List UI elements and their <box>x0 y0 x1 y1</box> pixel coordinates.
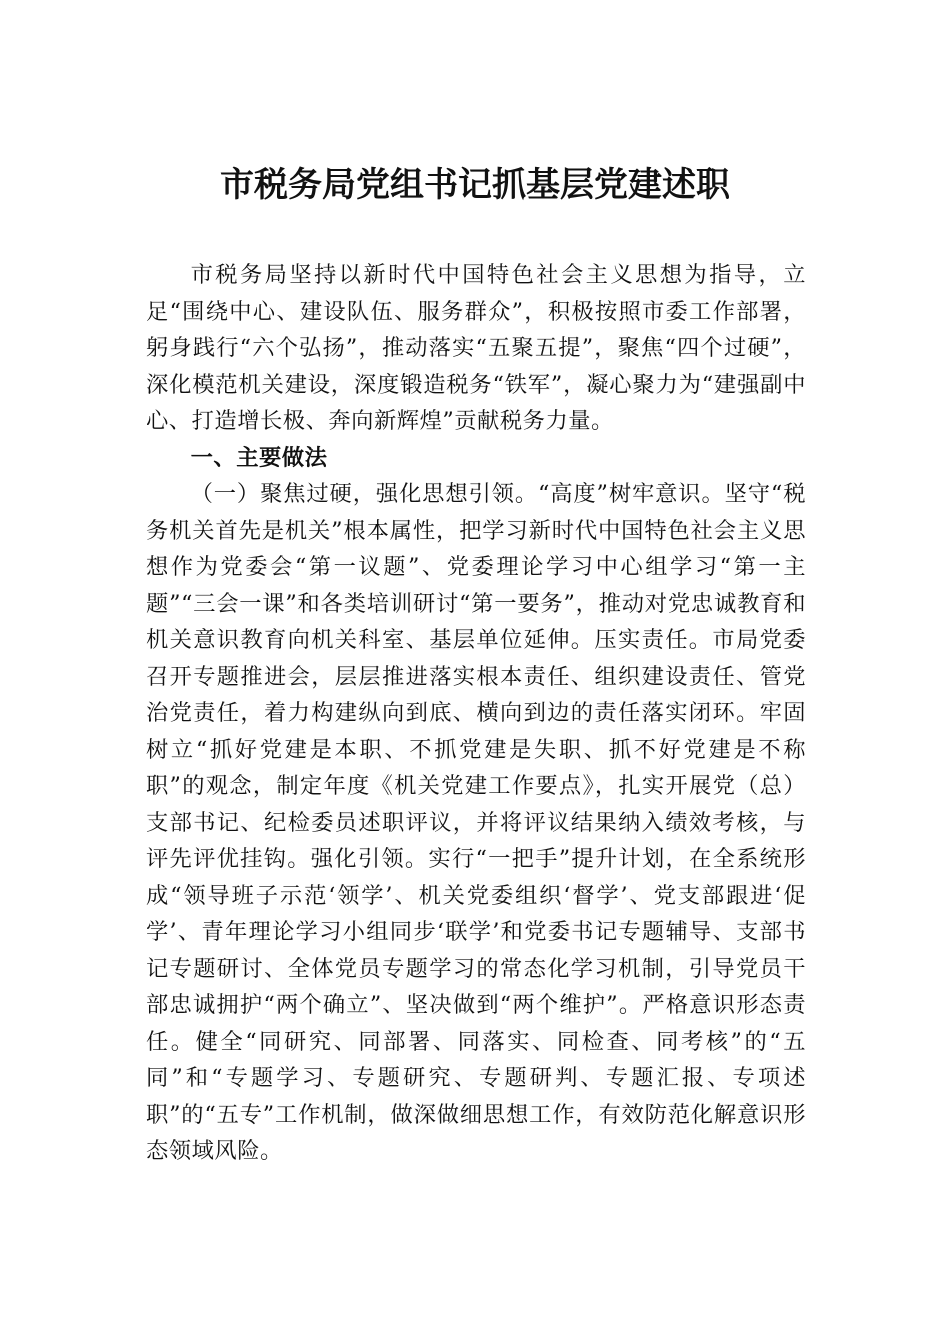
document-body <box>146 257 806 1170</box>
body-paragraph: （一）聚焦过硬，强化思想引领。“高度”树牢意识。坚守“税务机关首先是机关”根本属性，把学习新时代中国特色社会主义思想作为党委会“第一议题”、党委理论学习中心组学习“第一主题”“三会一课”和各类培训研讨“第一要务”，推动对党忠诚教育和机关意识教育向机关科室、基层单位延伸。压实责任。市局党委召开专题推进会，层层推进落实根本责任、组织建设责任、管党治党责任，着力构建纵向到底、横向到边的责任落实闭环。牢固树立“抓好党建是本职、不抓党建是失职、抓不好党建是不称职”的观念，制定年度《机关党建工作要点》，扎实开展党（总）支部书记、纪检委员述职评议，并将评议结果纳入绩效考核，与评先评优挂钩。强化引领。实行“一把手”提升计划，在全系统形成“领导班子示范‘领学’、机关党委组织‘督学’、党支部跟进‘促学’、青年理论学习小组同步‘联学’和党委书记专题辅导、支部书记专题研讨、全体党员专题学习的常态化学习机制，引导党员干部忠诚拥护“两个确立”、坚决做到“两个维护”。严格意识形态责任。健全“同研究、同部署、同落实、同检查、同考核”的“五同”和“专题学习、专题研究、专题研判、专题汇报、专项述职”的“五专”工作机制，做深做细思想工作，有效防范化解意识形态领域风险。 <box>146 481 806 1164</box>
section-heading: 一、主要做法 <box>190 444 328 471</box>
intro-paragraph: 市税务局坚持以新时代中国特色社会主义思想为指导，立足“围绕中心、建设队伍、服务群众”，积极按照市委工作部署，躬身践行“六个弘扬”，推动落实“五聚五提”，聚焦“四个过硬”，深化模范机关建设，深度锻造税务“铁军”，凝心聚力为“建强副中心、打造增长极、奔向新辉煌”贡献税务力量。 <box>146 262 806 434</box>
document-title: 市税务局党组书记抓基层党建述职 <box>220 165 730 205</box>
